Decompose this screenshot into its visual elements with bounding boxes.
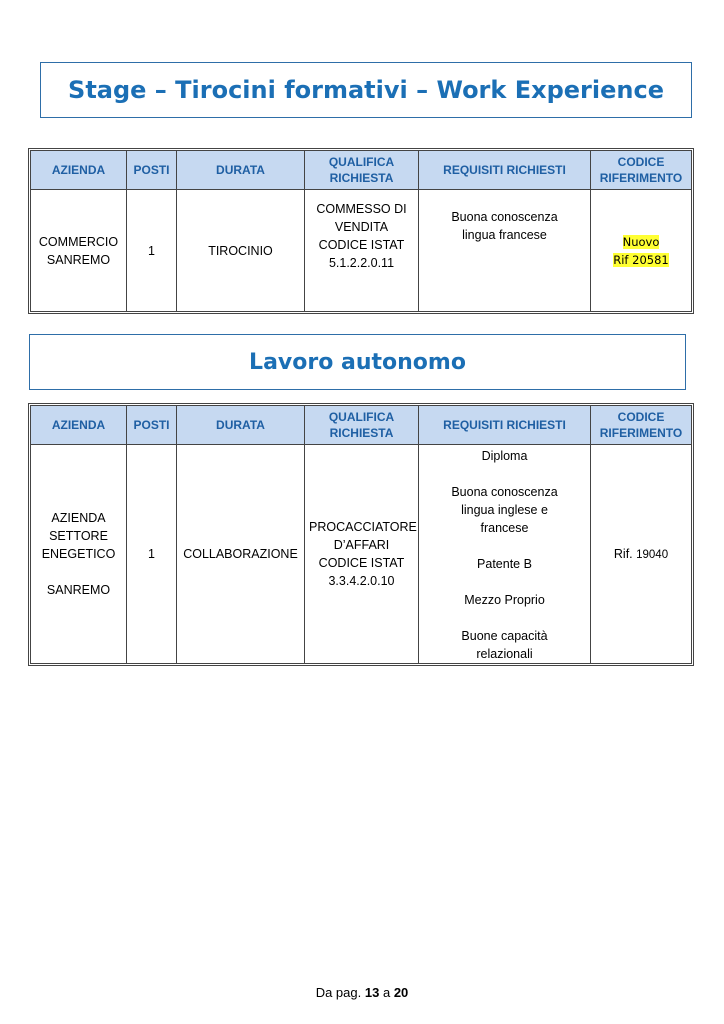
header-requisiti: REQUISITI RICHIESTI: [419, 151, 591, 190]
header-posti: POSTI: [127, 406, 177, 445]
codice-prefix: Rif.: [613, 546, 633, 561]
cell-azienda: COMMERCIO SANREMO: [31, 190, 127, 311]
cell-posti: 1: [127, 445, 177, 663]
header-durata: DURATA: [177, 406, 305, 445]
cell-durata: TIROCINIO: [177, 190, 305, 311]
header-azienda: AZIENDA: [31, 406, 127, 445]
cell-requisiti: Buona conoscenza lingua francese: [419, 190, 591, 311]
header-codice: CODICE RIFERIMENTO: [591, 151, 691, 190]
header-qualifica: QUALIFICA RICHIESTA: [305, 406, 419, 445]
header-azienda: AZIENDA: [31, 151, 127, 190]
section-title-box: [29, 334, 686, 390]
table-header-row: [31, 151, 691, 190]
cell-requisiti: Diploma Buona conoscenza lingua inglese e francese Patente B Mezzo Proprio Buone capacità relazionali: [419, 445, 591, 663]
footer-sep: a: [382, 985, 391, 1000]
cell-codice: [591, 190, 691, 311]
table-row: [31, 445, 691, 663]
section-title: Lavoro autonomo: [249, 349, 466, 375]
page-footer: [0, 985, 724, 1000]
stage-table: [28, 148, 694, 314]
cell-codice: [591, 445, 691, 663]
footer-prefix: Da pag.: [315, 985, 362, 1000]
cell-posti: 1: [127, 190, 177, 311]
footer-page: 13: [364, 985, 380, 1000]
header-qualifica: QUALIFICA RICHIESTA: [305, 151, 419, 190]
codice-ref: 19040: [636, 548, 669, 561]
section-title: Stage – Tirocini formativi – Work Experience: [68, 76, 664, 104]
footer-total: 20: [393, 985, 409, 1000]
codice-ref: Rif 20581: [613, 252, 669, 267]
cell-durata: COLLABORAZIONE: [177, 445, 305, 663]
cell-azienda: AZIENDA SETTORE ENEGETICO SANREMO: [31, 445, 127, 663]
header-codice: CODICE RIFERIMENTO: [591, 406, 691, 445]
cell-qualifica: PROCACCIATORE D’AFFARI CODICE ISTAT 3.3.4.2.0.10: [305, 445, 419, 663]
lavoro-autonomo-table: [28, 403, 694, 666]
section-title-box: [40, 62, 692, 118]
header-requisiti: REQUISITI RICHIESTI: [419, 406, 591, 445]
codice-new-label: Nuovo: [622, 234, 660, 249]
table-header-row: [31, 406, 691, 445]
table-row: [31, 190, 691, 311]
cell-qualifica: COMMESSO DI VENDITA CODICE ISTAT 5.1.2.2.0.11: [305, 190, 419, 311]
header-posti: POSTI: [127, 151, 177, 190]
header-durata: DURATA: [177, 151, 305, 190]
